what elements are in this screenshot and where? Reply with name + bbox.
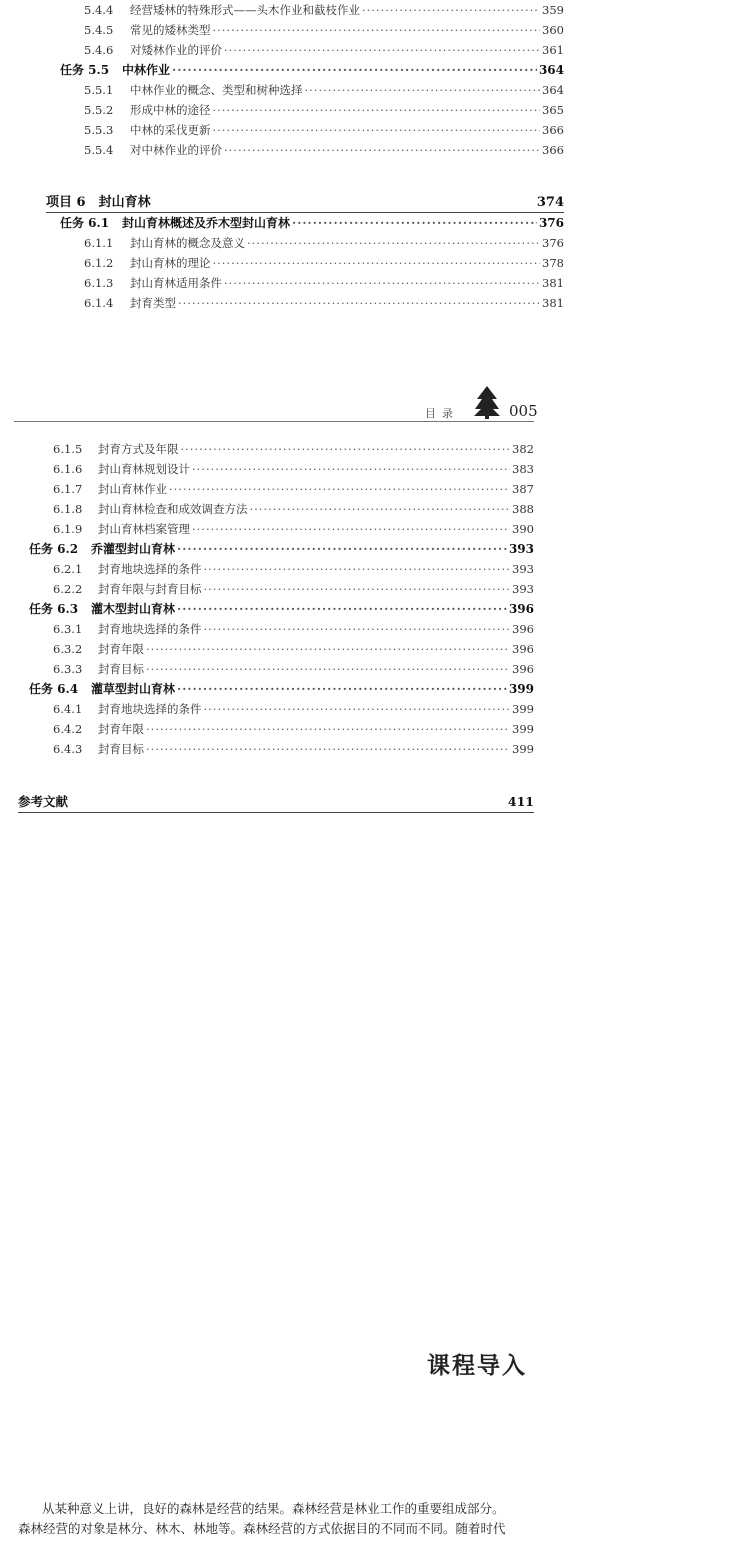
toc-title: 封育年限 — [98, 722, 144, 736]
toc-title: 中林的采伐更新 — [130, 123, 211, 137]
toc-row[interactable] — [84, 295, 564, 311]
leader-dots — [169, 481, 510, 497]
toc-page: 393 — [512, 562, 534, 576]
leader-dots — [204, 701, 511, 717]
course-paragraph-line: 从某种意义上讲，良好的森林是经营的结果。森林经营是林业工作的重要组成部分。 — [42, 1501, 505, 1516]
toc-title: 灌草型封山育林 — [91, 682, 176, 696]
toc-number: 6.3.3 — [53, 662, 83, 676]
toc-number: 6.2.1 — [53, 562, 83, 576]
leader-dots — [146, 661, 510, 677]
leader-dots — [213, 102, 541, 118]
leader-dots — [305, 82, 541, 98]
leader-dots — [192, 521, 510, 537]
toc-page: 381 — [542, 276, 564, 290]
toc-number: 6.1.6 — [53, 462, 83, 476]
toc-row[interactable] — [53, 741, 534, 757]
toc-page: 383 — [512, 462, 534, 476]
leader-dots — [178, 295, 540, 311]
toc-page: 381 — [542, 296, 564, 310]
toc-row[interactable] — [84, 275, 564, 291]
toc-title: 中林作业 — [122, 63, 171, 77]
toc-number: 6.3.1 — [53, 622, 83, 636]
toc-number: 6.1.8 — [53, 502, 83, 516]
toc-row[interactable] — [53, 461, 534, 477]
toc-title: 封育地块选择的条件 — [98, 702, 202, 716]
toc-title: 封山育林的理论 — [130, 256, 211, 270]
toc-page: 396 — [512, 622, 534, 636]
toc-title: 封山育林概述及乔木型封山育林 — [122, 216, 291, 230]
leader-dots — [224, 142, 540, 158]
leader-dots — [213, 255, 541, 271]
toc-number: 任务 6.4 — [29, 682, 79, 696]
toc-row[interactable] — [53, 641, 534, 657]
toc-title: 经营矮林的特殊形式——头木作业和截枝作业 — [130, 3, 360, 17]
toc-task-row[interactable] — [29, 541, 534, 557]
toc-row[interactable] — [84, 122, 564, 138]
toc-number: 6.1.1 — [84, 236, 114, 250]
leader-dots — [204, 581, 511, 597]
toc-page: 399 — [512, 722, 534, 736]
leader-dots — [177, 681, 507, 697]
toc-page: 364 — [538, 63, 564, 77]
toc-row[interactable] — [53, 481, 534, 497]
references-title: 参考文献 — [18, 794, 69, 809]
toc-number: 6.4.2 — [53, 722, 83, 736]
leader-dots — [204, 561, 511, 577]
toc-number: 5.5.1 — [84, 83, 114, 97]
toc-task-row[interactable] — [29, 601, 534, 617]
toc-number: 6.2.2 — [53, 582, 83, 596]
references-page: 411 — [507, 794, 534, 809]
leader-dots — [224, 42, 540, 58]
toc-page: 390 — [512, 522, 534, 536]
tree-icon — [474, 385, 500, 419]
toc-title: 封山育林规划设计 — [98, 462, 190, 476]
project-heading[interactable] — [46, 191, 564, 213]
toc-number: 5.4.5 — [84, 23, 114, 37]
toc-number: 5.5.4 — [84, 143, 114, 157]
toc-number: 任务 6.1 — [60, 216, 110, 230]
toc-number: 任务 6.2 — [29, 542, 79, 556]
toc-page: 365 — [542, 103, 564, 117]
toc-row[interactable] — [53, 521, 534, 537]
leader-dots — [172, 62, 537, 78]
toc-page: 393 — [508, 542, 534, 556]
leader-dots — [213, 122, 541, 138]
toc-row[interactable] — [84, 22, 564, 38]
toc-page: 399 — [508, 682, 534, 696]
toc-number: 6.1.5 — [53, 442, 83, 456]
toc-number: 5.5.2 — [84, 103, 114, 117]
toc-row[interactable] — [53, 701, 534, 717]
toc-page: 387 — [512, 482, 534, 496]
toc-row[interactable] — [53, 441, 534, 457]
toc-number: 5.5.3 — [84, 123, 114, 137]
references-heading[interactable] — [18, 792, 534, 813]
toc-number: 5.4.6 — [84, 43, 114, 57]
project-page: 374 — [536, 195, 564, 210]
toc-title: 乔灌型封山育林 — [91, 542, 176, 556]
toc-number: 6.3.2 — [53, 642, 83, 656]
leader-dots — [204, 621, 511, 637]
toc-number: 6.1.9 — [53, 522, 83, 536]
toc-title: 封育方式及年限 — [98, 442, 179, 456]
toc-row[interactable] — [84, 235, 564, 251]
toc-row[interactable] — [84, 255, 564, 271]
header-page-number: 005 — [509, 402, 538, 420]
toc-task-row[interactable] — [29, 681, 534, 697]
toc-page: 382 — [512, 442, 534, 456]
toc-number: 6.1.7 — [53, 482, 83, 496]
toc-page: 366 — [542, 123, 564, 137]
toc-page: 393 — [512, 582, 534, 596]
header-label: 目录 — [425, 407, 459, 420]
leader-dots — [292, 215, 537, 231]
toc-number: 5.4.4 — [84, 3, 114, 17]
toc-title: 对矮林作业的评价 — [130, 43, 222, 57]
toc-row[interactable] — [84, 2, 564, 18]
course-paragraph-line: 森林经营的对象是林分、林木、林地等。森林经营的方式依据目的不同而不同。随着时代 — [18, 1521, 506, 1536]
toc-title: 形成中林的途径 — [130, 103, 211, 117]
toc-task-row[interactable] — [60, 62, 564, 78]
toc-page: 364 — [542, 83, 564, 97]
toc-page: 388 — [512, 502, 534, 516]
toc-title: 封山育林检查和成效调查方法 — [98, 502, 248, 516]
toc-title: 对中林作业的评价 — [130, 143, 222, 157]
toc-number: 6.1.4 — [84, 296, 114, 310]
toc-row[interactable] — [84, 142, 564, 158]
toc-title: 封育目标 — [98, 742, 144, 756]
toc-page: 366 — [542, 143, 564, 157]
toc-page: 396 — [512, 662, 534, 676]
toc-title: 封山育林的概念及意义 — [130, 236, 245, 250]
toc-title: 中林作业的概念、类型和树种选择 — [130, 83, 303, 97]
toc-page: 396 — [508, 602, 534, 616]
project-title: 项目 6 封山育林 — [46, 195, 151, 210]
toc-row[interactable] — [84, 42, 564, 58]
toc-title: 灌木型封山育林 — [91, 602, 176, 616]
toc-number: 6.4.1 — [53, 702, 83, 716]
toc-row[interactable] — [53, 661, 534, 677]
toc-number: 6.1.2 — [84, 256, 114, 270]
toc-title: 封山育林档案管理 — [98, 522, 190, 536]
toc-row[interactable] — [53, 501, 534, 517]
toc-page: 399 — [512, 702, 534, 716]
leader-dots — [213, 22, 541, 38]
leader-dots — [146, 741, 510, 757]
toc-row[interactable] — [84, 82, 564, 98]
toc-page: 361 — [542, 43, 564, 57]
leader-dots — [362, 2, 540, 18]
toc-page: 360 — [542, 23, 564, 37]
toc-page: 359 — [542, 3, 564, 17]
leader-dots — [146, 641, 510, 657]
leader-dots — [192, 461, 510, 477]
toc-number: 6.4.3 — [53, 742, 83, 756]
leader-dots — [181, 441, 511, 457]
toc-title: 封育目标 — [98, 662, 144, 676]
toc-page: 378 — [542, 256, 564, 270]
toc-row[interactable] — [84, 102, 564, 118]
toc-task-row[interactable] — [60, 215, 564, 231]
toc-page: 399 — [512, 742, 534, 756]
header-rule — [14, 421, 534, 422]
leader-dots — [224, 275, 540, 291]
toc-row[interactable] — [53, 561, 534, 577]
toc-page: 376 — [538, 216, 564, 230]
leader-dots — [247, 235, 540, 251]
toc-title: 封育年限与封育目标 — [98, 582, 202, 596]
toc-title: 封山育林适用条件 — [130, 276, 222, 290]
toc-number: 任务 6.3 — [29, 602, 79, 616]
toc-number: 任务 5.5 — [60, 63, 110, 77]
toc-title: 封育地块选择的条件 — [98, 562, 202, 576]
toc-page: 376 — [542, 236, 564, 250]
toc-title: 封山育林作业 — [98, 482, 167, 496]
leader-dots — [146, 721, 510, 737]
leader-dots — [177, 601, 507, 617]
toc-title: 封育类型 — [130, 296, 176, 310]
leader-dots — [250, 501, 511, 517]
toc-number: 6.1.3 — [84, 276, 114, 290]
toc-title: 常见的矮林类型 — [130, 23, 211, 37]
toc-title: 封育年限 — [98, 642, 144, 656]
toc-row[interactable] — [53, 721, 534, 737]
toc-page: 396 — [512, 642, 534, 656]
course-title: 课程导入 — [427, 1353, 527, 1379]
toc-row[interactable] — [53, 621, 534, 637]
leader-dots — [177, 541, 507, 557]
toc-title: 封育地块选择的条件 — [98, 622, 202, 636]
toc-row[interactable] — [53, 581, 534, 597]
